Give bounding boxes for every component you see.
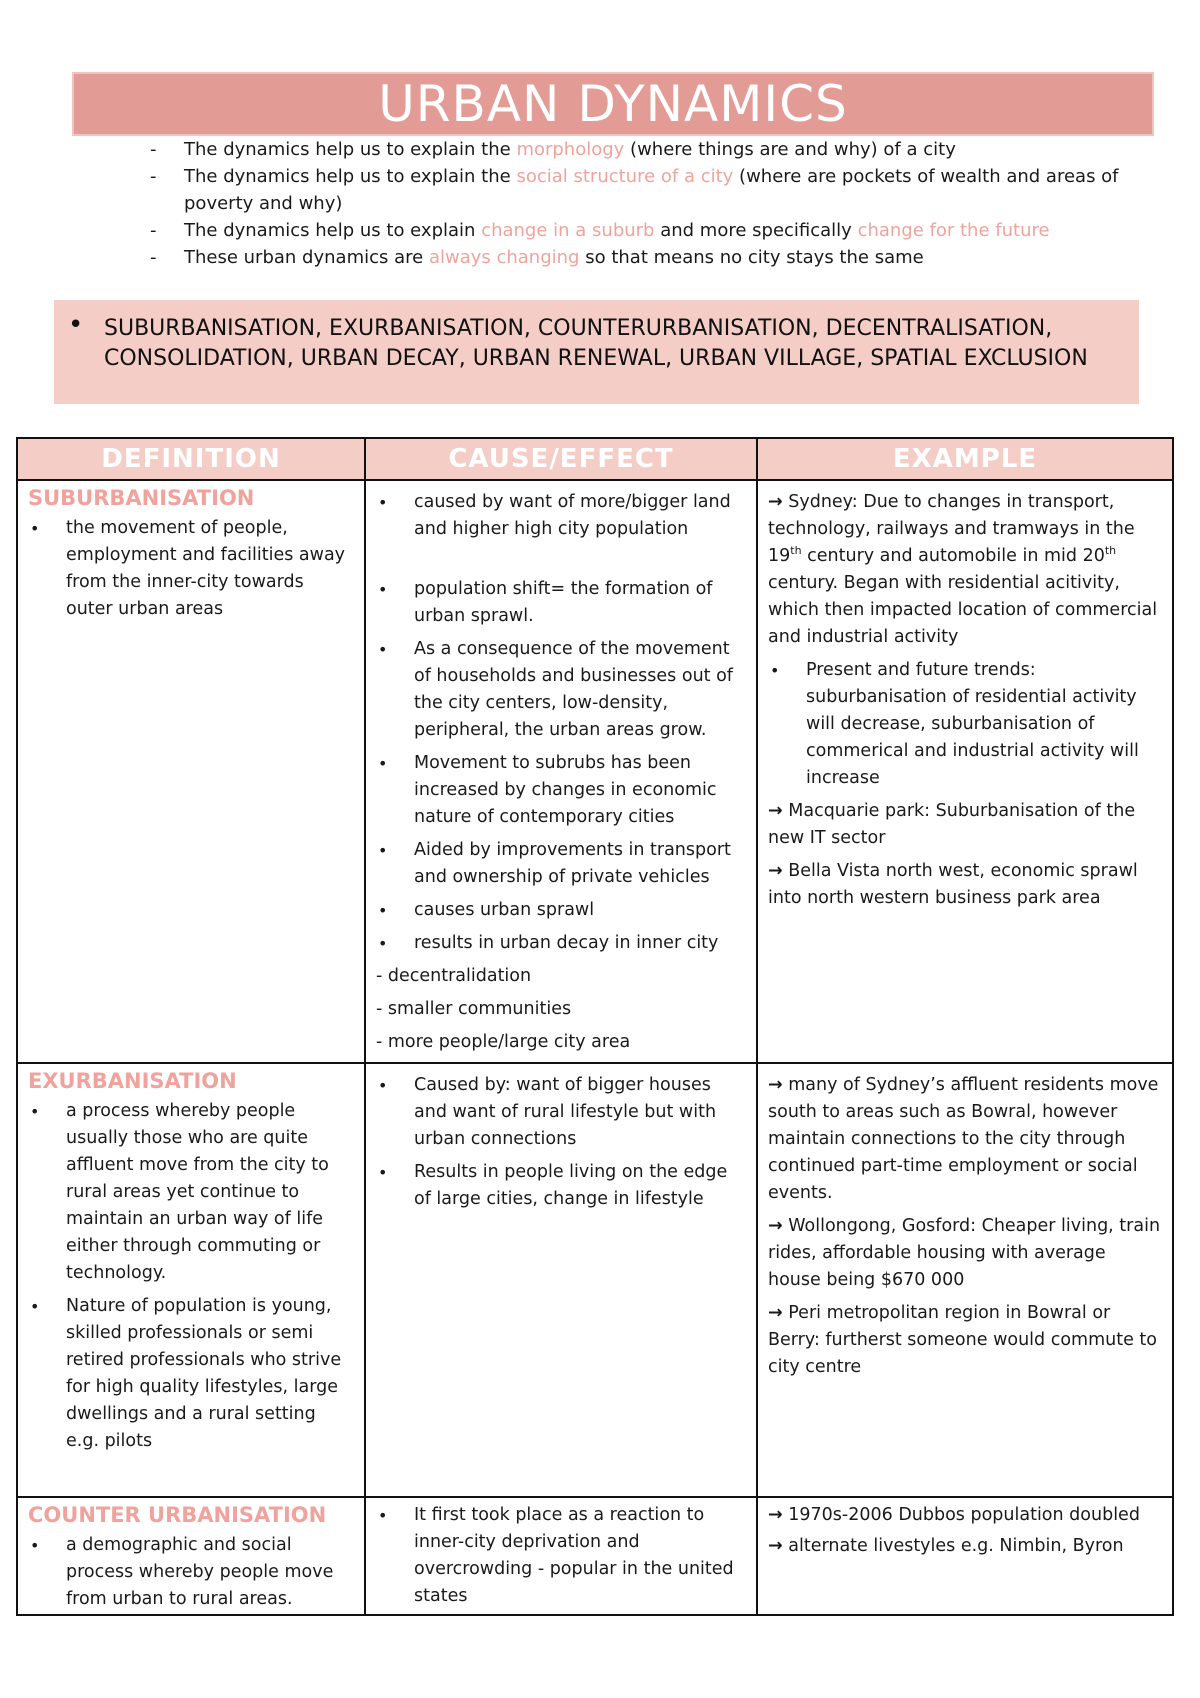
definition-cell <box>17 480 365 1063</box>
table-row <box>17 1497 1173 1615</box>
arrow-right-icon: → <box>768 1216 783 1236</box>
list-item: • results in urban decay in inner city <box>376 930 746 957</box>
topics-text: SUBURBANISATION, EXURBANISATION, COUNTERURBANISATION, DECENTRALISATION, CONSOLIDATION, URBAN DECAY, URBAN RENEWAL, URBAN VILLAGE, SPATIAL EXCLUSION <box>104 316 1088 371</box>
list-item: • population shift= the formation of urban sprawl. <box>376 576 746 630</box>
list-item: • the movement of people, employment and facilities away from the inner-city towards outer urban areas <box>28 515 354 623</box>
list-item: • Caused by: want of bigger houses and want of rural lifestyle but with urban connections <box>376 1072 746 1153</box>
dynamics-table <box>16 437 1174 1616</box>
example-item: → Macquarie park: Suburbanisation of the new IT sector <box>768 801 1136 848</box>
topics-box <box>54 300 1139 404</box>
list-item: • Aided by improvements in transport and ownership of private vehicles <box>376 837 746 891</box>
example-cell <box>757 1497 1173 1615</box>
dash-item: - more people/large city area <box>376 1032 631 1052</box>
list-item: • Present and future trends: suburbanisation of residential activity will decrease, suburbanisation of commerical and industrial activity will increase <box>768 657 1162 792</box>
list-item: • As a consequence of the movement of households and businesses out of the city centers, low-density, peripheral, the urban areas grow. <box>376 636 746 744</box>
arrow-right-icon: → <box>768 492 783 512</box>
header-example: EXAMPLE <box>757 438 1173 480</box>
bullet-icon: • <box>68 310 84 340</box>
example-item: → many of Sydney’s affluent residents move south to areas such as Bowral, however maintain connections to the city through continued part-time employment or social events. <box>768 1075 1159 1203</box>
intro-item: - The dynamics help us to explain change in a suburb and more specifically change for the future <box>150 217 1130 244</box>
header-cause-effect: CAUSE/EFFECT <box>365 438 757 480</box>
list-item: • Nature of population is young, skilled professionals or semi retired professionals who strive for high quality lifestyles, large dwellings and a rural setting e.g. pilots <box>28 1293 354 1455</box>
list-item: • Results in people living on the edge of large cities, change in lifestyle <box>376 1159 746 1213</box>
list-item: • It first took place as a reaction to inner-city deprivation and overcrowding - popular in the united states <box>376 1502 746 1610</box>
list-item: • Movement to subrubs has been increased by changes in economic nature of contemporary cities <box>376 750 746 831</box>
header-definition: DEFINITION <box>17 438 365 480</box>
dash-item: - smaller communities <box>376 999 572 1019</box>
arrow-right-icon: → <box>768 1505 783 1525</box>
intro-item: - The dynamics help us to explain the social structure of a city (where are pockets of wealth and areas of poverty and why) <box>150 163 1130 217</box>
intro-item: - These urban dynamics are always changing so that means no city stays the same <box>150 244 1130 271</box>
intro-list <box>150 136 1130 271</box>
intro-item: - The dynamics help us to explain the morphology (where things are and why) of a city <box>150 136 1130 163</box>
arrow-right-icon: → <box>768 1536 783 1556</box>
example-item: → Wollongong, Gosford: Cheaper living, train rides, affordable housing with average house being $670 000 <box>768 1216 1161 1290</box>
list-item: • caused by want of more/bigger land and higher high city population <box>376 489 746 543</box>
list-item: • causes urban sprawl <box>376 897 746 924</box>
arrow-right-icon: → <box>768 1303 783 1323</box>
example-cell <box>757 480 1173 1063</box>
arrow-right-icon: → <box>768 801 783 821</box>
dash-item: - decentralidation <box>376 966 532 986</box>
cause-cell <box>365 1497 757 1615</box>
list-item: • a demographic and social process whereby people move from urban to rural areas. <box>28 1532 354 1613</box>
page-title: URBAN DYNAMICS <box>72 72 1154 136</box>
arrow-right-icon: → <box>768 1075 783 1095</box>
term-heading: EXURBANISATION <box>28 1069 237 1093</box>
table-row <box>17 1063 1173 1497</box>
cause-cell <box>365 480 757 1063</box>
example-item: → Peri metropolitan region in Bowral or Berry: furtherst someone would commute to city centre <box>768 1303 1157 1377</box>
list-item: • a process whereby people usually those who are quite affluent move from the city to rural areas yet continue to maintain an urban way of life either through commuting or technology. <box>28 1098 354 1287</box>
table-header-row <box>17 438 1173 480</box>
term-heading: SUBURBANISATION <box>28 486 255 510</box>
definition-cell <box>17 1497 365 1615</box>
definition-cell <box>17 1063 365 1497</box>
example-cell <box>757 1063 1173 1497</box>
term-heading: COUNTER URBANISATION <box>28 1503 327 1527</box>
example-item: → 1970s-2006 Dubbos population doubled <box>768 1505 1140 1525</box>
example-item: → Sydney: Due to changes in transport, technology, railways and tramways in the 19th century and automobile in mid 20th century. Began with residential acitivity, which then impacted location of commercial and industrial activity <box>768 492 1158 647</box>
example-item: → alternate livestyles e.g. Nimbin, Byron <box>768 1536 1124 1556</box>
example-item: → Bella Vista north west, economic sprawl into north western business park area <box>768 861 1138 908</box>
arrow-right-icon: → <box>768 861 783 881</box>
cause-cell <box>365 1063 757 1497</box>
table-row <box>17 480 1173 1063</box>
